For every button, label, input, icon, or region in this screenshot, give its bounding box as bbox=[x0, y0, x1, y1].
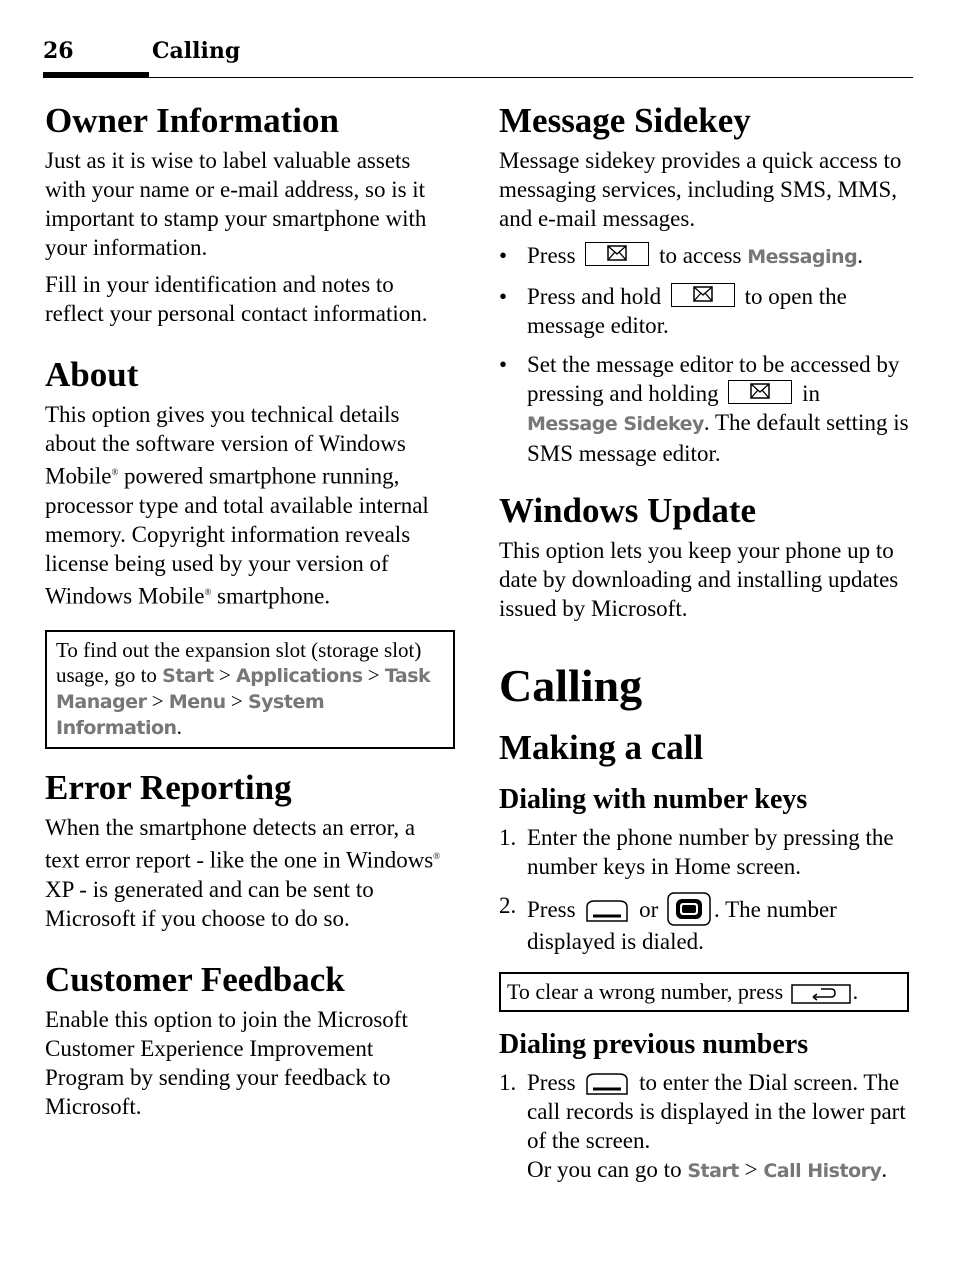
ui-system-information: System Information bbox=[56, 691, 325, 740]
ui-messaging: Messaging bbox=[747, 246, 858, 268]
windows-update-text: This option lets you keep your phone up to date by downloading and installing updates issued by Microsoft. bbox=[499, 538, 899, 621]
message-sidekey-section bbox=[499, 100, 909, 468]
error-reporting-text: When the smartphone detects an error, a text error report - like the one in Windows® XP - is generated and can be sent to Microsoft if you choose to do so. bbox=[45, 815, 441, 931]
page-number: 26 bbox=[43, 38, 74, 64]
about-section bbox=[45, 354, 455, 610]
error-reporting-heading: Error Reporting bbox=[45, 768, 292, 808]
customer-feedback-section bbox=[45, 959, 455, 1121]
windows-update-section bbox=[499, 490, 909, 623]
left-softkey-icon bbox=[585, 899, 629, 923]
about-text: This option gives you technical details about the software version of Windows Mobile® powered smartphone running, processor type and total available internal memory. Copyright information reveals license being used by your version of Windows Mobile® smartphone. bbox=[45, 402, 429, 609]
list-item: • Set the message editor to be accessed by pressing and holding in Message Sidekey. The default setting is SMS message editor. bbox=[499, 352, 909, 466]
ui-message-sidekey: Message Sidekey bbox=[527, 413, 704, 435]
ui-call-history: Call History bbox=[763, 1160, 882, 1182]
message-sidekey-heading: Message Sidekey bbox=[499, 101, 751, 140]
dialing-with-number-keys-heading: Dialing with number keys bbox=[499, 784, 808, 815]
list-item: 1. Enter the phone number by pressing the number keys in Home screen. bbox=[499, 825, 894, 879]
header-rule bbox=[43, 77, 913, 78]
ui-applications: Applications bbox=[236, 665, 363, 688]
envelope-icon bbox=[728, 380, 792, 404]
about-heading: About bbox=[45, 355, 139, 394]
calling-heading: Calling bbox=[499, 660, 643, 711]
left-softkey-icon bbox=[585, 1072, 629, 1096]
error-reporting-section bbox=[45, 767, 455, 933]
envelope-icon bbox=[671, 283, 735, 307]
left-column bbox=[45, 100, 455, 1129]
expansion-slot-note: To find out the expansion slot (storage slot) usage, go to Start > Applications > Task Manager > Menu > System Information. bbox=[45, 630, 455, 749]
envelope-icon bbox=[585, 242, 649, 266]
dialing-previous-numbers-heading: Dialing previous numbers bbox=[499, 1029, 809, 1060]
message-sidekey-list bbox=[499, 241, 909, 468]
ui-start: Start bbox=[162, 665, 214, 688]
ui-start: Start bbox=[687, 1160, 739, 1182]
owner-information-text-1: Just as it is wise to label valuable assets with your name or e-mail address, so is it important to stamp your smartphone with your information. bbox=[45, 148, 427, 260]
message-sidekey-text: Message sidekey provides a quick access to messaging services, including SMS, MMS, and e-mail messages. bbox=[499, 148, 902, 231]
list-item: 2. Press or . The number displayed is dialed. bbox=[499, 893, 837, 954]
making-a-call-heading: Making a call bbox=[499, 728, 704, 767]
windows-update-heading: Windows Update bbox=[499, 491, 757, 530]
ui-menu: Menu bbox=[168, 691, 226, 714]
calling-section bbox=[499, 659, 909, 1186]
running-header: Calling bbox=[152, 38, 241, 64]
owner-information-section bbox=[45, 100, 455, 328]
dialing-steps bbox=[499, 823, 909, 956]
clear-number-note: To clear a wrong number, press . bbox=[499, 972, 909, 1012]
owner-information-heading: Owner Information bbox=[45, 101, 339, 140]
ui-task-manager: Task Manager bbox=[56, 665, 431, 714]
customer-feedback-heading: Customer Feedback bbox=[45, 959, 345, 999]
list-item: 1. Press to enter the Dial screen. The call records is displayed in the lower part of the screen. Or you can go to Start > Call History. bbox=[499, 1070, 906, 1182]
previous-numbers-steps bbox=[499, 1068, 909, 1186]
back-key-icon bbox=[791, 984, 851, 1004]
list-item: • Press and hold to open the message editor. bbox=[499, 284, 847, 338]
right-column bbox=[499, 100, 909, 1196]
owner-information-text-2: Fill in your identification and notes to reflect your personal contact information. bbox=[45, 272, 428, 326]
customer-feedback-text: Enable this option to join the Microsoft Customer Experience Improvement Program by sending your feedback to Microsoft. bbox=[45, 1006, 408, 1119]
list-item: • Press to access Messaging. bbox=[499, 243, 863, 268]
ok-key-icon bbox=[666, 891, 712, 927]
